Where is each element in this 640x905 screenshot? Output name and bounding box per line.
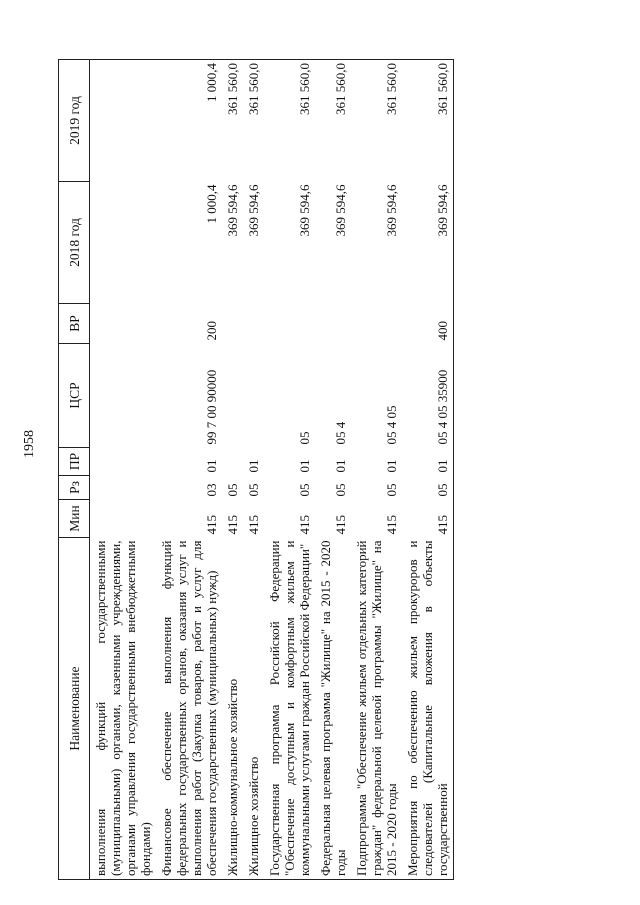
- header-vr: ВР: [59, 304, 90, 344]
- row-rz: 05: [225, 483, 240, 497]
- page-number: 1958: [22, 430, 37, 458]
- row-name: Подпрограмма "Обеспечение жильем отдельных категорий граждан" федеральной целевой программы "Жилище" на 2015 - 2020 годы: [351, 538, 402, 880]
- row-vr: [243, 304, 264, 344]
- row-pr: 01: [333, 459, 348, 473]
- row-pr: 01: [297, 459, 312, 473]
- row-2019: 361 560,0: [243, 60, 264, 182]
- row-min: 415: [297, 515, 312, 535]
- row-csr: [90, 344, 157, 448]
- row-name: выполнения функций государственными (муниципальными) органами, казенными учреждениями, органами управления государственными внебюджетными фондами): [90, 538, 157, 880]
- row-pr: [90, 448, 157, 476]
- row-2019: 361 560,0: [402, 60, 454, 182]
- row-pr: 01: [204, 459, 219, 473]
- row-vr: 400: [402, 304, 454, 344]
- row-name: Мероприятия по обеспечению жильем прокуроров и следователей (Капитальные вложения в объекты государственной: [402, 538, 454, 880]
- table-row: [351, 60, 402, 880]
- table-row: [243, 60, 264, 880]
- row-2018: 369 594,6: [297, 184, 312, 237]
- row-rz: 05: [333, 483, 348, 497]
- table-row: [222, 60, 243, 880]
- row-vr: [90, 304, 157, 344]
- row-min: 415: [204, 515, 219, 535]
- row-csr: 05 4 05: [384, 405, 399, 445]
- header-pr: ПР: [59, 448, 90, 476]
- row-csr: 05: [297, 431, 312, 445]
- row-2019: 361 560,0: [351, 60, 402, 182]
- row-2018: 1 000,4: [204, 184, 219, 224]
- row-min: 415: [246, 515, 261, 535]
- row-vr: [264, 304, 315, 344]
- row-2019: 361 560,0: [222, 60, 243, 182]
- row-name: Федеральная целевая программа "Жилище" на 2015 - 2020 годы: [315, 538, 351, 880]
- row-rz: 05: [402, 476, 454, 500]
- row-min: 415: [225, 515, 240, 535]
- row-rz: 05: [246, 483, 261, 497]
- row-csr: 05 4: [333, 421, 348, 445]
- row-min: 415: [402, 500, 454, 538]
- budget-table: [58, 59, 454, 880]
- header-name: Наименование: [59, 538, 90, 880]
- table-row: [156, 60, 222, 880]
- row-name: Государственная программа Российской Федерации "Обеспечение доступным и комфортным жильем и коммунальными услугами граждан Российской Федерации": [264, 538, 315, 880]
- row-rz: 03: [204, 483, 219, 497]
- row-vr: [351, 304, 402, 344]
- row-name: Жилищно-коммунальное хозяйство: [222, 538, 243, 880]
- row-2018: 369 594,6: [225, 184, 240, 237]
- table-row: [402, 60, 454, 880]
- row-2018: 369 594,6: [246, 184, 261, 237]
- row-pr: [222, 448, 243, 476]
- row-min: 415: [333, 515, 348, 535]
- table-row: [315, 60, 351, 880]
- header-2019: 2019 год: [59, 60, 90, 182]
- row-2019: 1 000,4: [156, 60, 222, 182]
- row-2018: [90, 182, 157, 304]
- row-name: Жилищное хозяйство: [243, 538, 264, 880]
- table-row: [90, 60, 157, 880]
- row-pr: 01: [402, 448, 454, 476]
- header-2018: 2018 год: [59, 182, 90, 304]
- row-2019: 361 560,0: [264, 60, 315, 182]
- header-csr: ЦСР: [59, 344, 90, 448]
- row-vr: [222, 304, 243, 344]
- header-row: [59, 60, 90, 880]
- row-pr: 01: [384, 459, 399, 473]
- row-2019: 361 560,0: [315, 60, 351, 182]
- row-rz: 05: [297, 483, 312, 497]
- rotated-page: [58, 60, 618, 880]
- row-vr: 200: [204, 321, 219, 341]
- row-2019: [90, 60, 157, 182]
- row-rz: [90, 476, 157, 500]
- row-csr: 05 4 05 35900: [402, 344, 454, 448]
- row-vr: [315, 304, 351, 344]
- row-csr: [243, 344, 264, 448]
- row-2018: 369 594,6: [384, 184, 399, 237]
- row-2018: 369 594,6: [333, 184, 348, 237]
- header-rz: Рз: [59, 476, 90, 500]
- row-name: Финансовое обеспечение выполнения функций федеральных государственных органов, оказания услуг и выполнения работ (Закупка товаров, работ и услуг для обеспечения государственных (муниципальных) нужд): [156, 538, 222, 880]
- table-row: [264, 60, 315, 880]
- row-csr: [222, 344, 243, 448]
- row-csr: 99 7 00 90000: [204, 369, 219, 445]
- header-min: Мин: [59, 500, 90, 538]
- row-rz: 05: [384, 483, 399, 497]
- row-min: [90, 500, 157, 538]
- row-2018: 369 594,6: [402, 182, 454, 304]
- row-min: 415: [384, 515, 399, 535]
- row-pr: 01: [246, 459, 261, 473]
